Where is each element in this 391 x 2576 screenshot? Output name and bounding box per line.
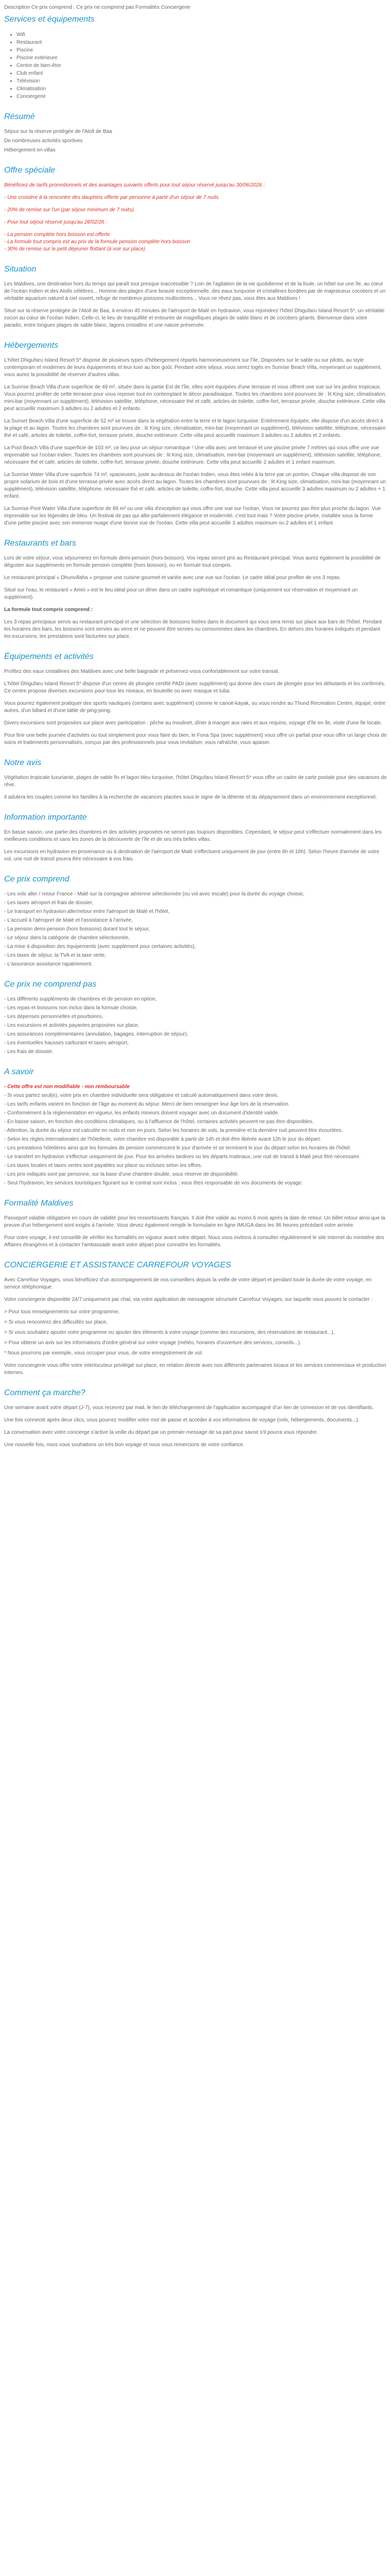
equipement-paragraph: Divers excursions sont proposées sur place avec participation : pêche au moulinet, dîner à manger aux raies et aux requins, voyage d'île en île, visite d'une île locale. (4, 720, 382, 726)
service-item: • Climatisation (17, 85, 387, 93)
commander-paragraph: Une semaine avant votre départ (J-7), vous recevrez par mail, le lien de téléchargement de l'application accompagné d'un lien de connexion et de vos identifiants. (4, 1405, 374, 1411)
list-item: - Les tarifs enfants varient en fonction de l'âge au moment du séjour. Merci de bien renseigner leur âge lors de la réservation. (4, 1101, 290, 1107)
intro-line: Description Ce prix comprend : Ce prix ne comprend pas Formalités Conciergerie (4, 5, 190, 10)
list-item: - Le transfert en hydravion s'effectue uniquement de jour. Pour les arrivées tardives ou les départs matinaux, une nuit de transit à Malé peut être nécessaire. (4, 1154, 361, 1160)
services-title: Services et équipements (4, 15, 95, 24)
service-item: • Centre de bien-être (17, 62, 387, 70)
offre-line: - 20% de remise sur l'un (par séjour minimum de 7 nuits). (4, 207, 135, 213)
restaurants-title: Restaurants et bars (4, 539, 76, 548)
services-list (4, 31, 387, 100)
situation-title: Situation (4, 265, 37, 274)
info-importante-title: Information importante (4, 813, 87, 822)
a-savoir-title: A savoir (4, 1067, 34, 1076)
list-item: - Les assurances complémentaires (annulation, bagages, interruption de séjour), (4, 1031, 188, 1037)
list-item: > Si vous rencontrez des difficultés sur place, (4, 1319, 108, 1325)
list-item: - Les taxes aéroport et frais de dossier, (4, 900, 93, 906)
restaurant-paragraph: Les 3 repas principaux servis au restaurant principal et une sélection de boissons listées dans le document qui vous sera remis sur place aux bars de l'hôtel. Pendant les horaires des bars, les boissons sont servies au verre et ne peuvent être servies ou consommées dans les chambres. En dehors des horaires indiqués et pendant les excursions, les prestations sont facturées sur place. (4, 619, 382, 639)
prix-ne-comprend-list (4, 996, 387, 1056)
service-item: • Wifi (17, 31, 387, 39)
commander-paragraph: Une nouvelle fois, nous vous souhaitons un très bon voyage et nous vous remercions de votre confiance. (4, 1442, 245, 1448)
list-item: - Attention, la durée du séjour est calculée en nuits et non en jours. Selon les horaires de vols, la première et la dernière nuit peuvent être écourtées. (4, 1128, 343, 1133)
service-item: • Club enfant (17, 70, 387, 77)
list-item: - Les dépenses personnelles et pourboires, (4, 1014, 103, 1020)
offre-line: - 30% de remise sur le petit déjeuner flottant (à voir sur place) (4, 246, 145, 252)
avis-paragraph: Végétation tropicale luxuriante, plages de sable fin et lagon bleu turquoise, l'hôtel Dhigufaru Island Resort 5* vous offre un cadre de carte postale pour des vacances de rêve. (4, 775, 387, 788)
non-refundable-notice: - Cette offre est non modifiable - non remboursable (4, 1084, 130, 1090)
hebergement-paragraph: La Sunrise Pool Water Villa d'une superficie de 89 m² ou une villa d'exception qui vous offre une vue sur l'océan. Vous ne pourrez pas être plus proche du lagon. Vue imprenable sur les légendes de bleu. Un festival de pas qui allie parfaitement élégance et modernité, c'est tout mais ? Votre piscine privée, installée sous la forme d'une petite piscine avec son immense nuage d'une bonne vue de l'océan. Cette villa peut accueillir 3 adultes maximum ou 2 adultes et 1 enfant. (4, 506, 381, 526)
equipement-paragraph: Pour finir une belle journée d'activités ou tout simplement pour vous faire du bien, le Fona Spa (avec supplément) vous offre un parfait pour vous offrir un large choix de soins et traitements personnalisés, conçus par des professionnels pour vous revitaliser, vous rafraîchir, vous apaiser. (4, 733, 387, 745)
list-item: - En basse saison, en fonction des conditions climatiques, ou à l'affluence de l'hôtel, certaines activités peuvent ne pas être disponibles. (4, 1119, 314, 1125)
list-item: - Les frais de dossier. (4, 1049, 54, 1055)
offre-line: - La pension complète hors boisson est offerte (4, 232, 110, 238)
info-paragraph: Les excursions en hydravion en provenance ou à destination de l'aéroport de Malé s'effectuent uniquement de jour (entre 6h et 16h). Selon l'heure d'arrivée de votre vol, une nuit de transit pourra être nécessaire à vos frais. (4, 849, 380, 862)
offre-line: Bénéficiez de tarifs promotionnels et des avantages suivants offerts pour tout séjour réservé jusqu'au 30/06/2026 : (4, 182, 265, 188)
resume-block (4, 128, 387, 154)
restaurant-paragraph: Situé sur l'eau, le restaurant « Amiri » est le lieu idéal pour un dîner dans un cadre sophistiqué et romantique (uniquement sur réservation et moyennant un supplément). (4, 587, 358, 600)
equipement-paragraph: Profitez des eaux cristallines des Maldives avec une belle baignade et préservez-vous confortablement sur votre transat. (4, 669, 280, 674)
hebergement-paragraph: La Sunrise Beach Villa d'une superficie de 49 m², située dans la partie Est de l'île, elles sont équipées d'une terrasse et vous offrent une vue sur les jardins tropicaux. Vous pourrez profiter de cette terrasse pour vous reposer tout en contemplant le décor paradisiaque. Toutes les chambres sont pourvues de : lit King size, climatisation, mini-bar (moyennant un supplément), télévision satellite, téléphone, nécessaire thé et café, articles de toilette, coffre-fort, terrasse privée, douche extérieure. Cette villa peut accueillir maximum 3 adultes ou 2 adultes et 2 enfants. (4, 384, 387, 412)
conciergerie-title: CONCIERGERIE ET ASSISTANCE CARREFOUR VOYAGES (4, 1261, 232, 1269)
list-item: - Le séjour dans la catégorie de chambre sélectionnée, (4, 935, 130, 941)
avis-paragraph: Il adulera les couples comme les familles à la recherche de vacances placées sous le signe de la détente et du dépaysement dans un environnement exceptionnel. (4, 794, 377, 800)
list-item: > Pour tous renseignements sur votre programme, (4, 1309, 120, 1315)
notre-avis-title: Notre avis (4, 758, 42, 767)
conciergerie-paragraph: Votre conciergerie disponible 24/7 uniquement par chat, via votre application de messagerie sécurisée Carrefour Voyages, sur laquelle vous pouvez le contacter : (4, 1297, 373, 1302)
prix-comprend-title: Ce prix comprend (4, 875, 70, 884)
list-item: - La mise à disposition des équipements (avec supplément pour certaines activités), (4, 944, 196, 950)
list-item: - Les taxes locales et taxes vertes sont payables sur place ou incluses selon les offres. (4, 1163, 202, 1168)
offre-block (4, 182, 387, 253)
conciergerie-paragraph: * Nous pourrons par exemple, vous occuper pour vous, de votre enregistrement de vol. (4, 1350, 203, 1356)
resume-title: Résumé (4, 112, 35, 121)
equipement-paragraph: Vous pourrez également pratiquer des sports nautiques (certains avec supplément) comme le canoë-kayak, ou vous rendre au Thund Recreation Centre, équipé, entre autres, d'un billard et d'une table de ping-pong. (4, 701, 386, 714)
list-item: - Selon les règles internationales de l'hôtellerie, votre chambre est disponible à partir de 14h et doit être libérée avant 12h le jour du départ. (4, 1137, 321, 1142)
conciergerie-paragraph: Votre conciergerie vous offre votre interlocuteur privilégié sur place, en relation directe avec nos différents partenaires locaux et les services commerciaux et production internes. (4, 1363, 386, 1376)
formalites-title: Formalité Maldives (4, 1199, 74, 1208)
service-item: • Piscine extérieure (17, 54, 387, 62)
list-item: - Seul l'hydravion, les services touristiques figurant sur le contrat sont inclus ; vous êtes responsable de vos documents de voyage. (4, 1180, 303, 1186)
list-item: - Si vous partez seul(e), votre prix en chambre individuelle sera obligatoire et calculé automatiquement dans votre devis. (4, 1093, 279, 1098)
info-paragraph: En basse saison, une partie des chambres et des activités proposées ne seront pas toujours disponibles. Cependant, le séjour peut s'effectuer normalement dans les meilleures conditions et sans les zones de la découverte de l'île et de ses très belles villas. (4, 829, 382, 842)
hebergement-paragraph: La Sunset Beach Villa d'une superficie de 52 m² se trouve dans la végétation entre la terre et le lagon turquoise. Entièrement équipée, elle dispose d'un accès direct à la plage et au lagon. Toutes les chambres sont pourvues de : lit King size, climatisation, mini-bar (moyennant un supplément), télévision satellite, téléphone, nécessaire thé et café, articles de toilette, coffre-fort, terrasse privée, douche extérieure. Cette villa peut accueillir maximum 3 adultes ou 2 adultes et 2 enfants. (4, 418, 386, 438)
formalites-paragraph: Passeport valable obligatoire en cours de validité pour les ressortissants français. Il doit être valide au moins 6 mois après la date de retour. Un billet retour ainsi que la preuve d'un hébergement sont exigés à l'arrivée. Vous devez également remplir le formulaire en ligne IMUGA dans les 96 heures précédant votre arrivée. (4, 1215, 385, 1228)
restaurant-paragraph: Lors de votre séjour, vous séjournerez en formule demi-pension (hors boisson). Vos repas seront pris au Restaurant principal. Vous aurez également la possibilité de déguster aux suppléments en formule pension complète (hors boisson), ou en formule tout compris. (4, 555, 381, 568)
list-item: - La pension demi-pension (hors boissons) durant tout le séjour, (4, 926, 150, 932)
service-item: • Restaurant (17, 39, 387, 46)
hebergement-paragraph: La Pool Beach Villa d'une superficie de 103 m², ce lieu pour un séjour romantique ! Une villa avec une terrasse et une piscine privée 7 mètres qui vous offre une vue imprenable sur l'océan Indien. Toutes les chambres sont pourvues de : lit King size, climatisation, mini-bar (moyennant un supplément), télévision satellite, téléphone, nécessaire thé et café, articles de toilette, coffre-fort, terrasse privée, douche extérieure. Cette villa peut accueillir 2 adultes et 1 enfant maximum. (4, 445, 382, 465)
conciergerie-list (4, 1309, 387, 1347)
prix-ne-comprend-title: Ce prix ne comprend pas (4, 980, 96, 989)
offre-title: Offre spéciale (4, 166, 55, 175)
prix-comprend-list (4, 891, 387, 968)
equipement-paragraph: L'hôtel Dhigufaru Island Resort 5* dispose d'un centre de plongée certifié PADI (avec supplément) qui donne des cours de plongée pour les débutants et les confirmés. Ce centre propose diverses excursions pour tous les niveaux, en bouteille ou avec masque et tuba. (4, 681, 386, 694)
restaurant-paragraph: La formule tout compris comprend : (4, 607, 93, 613)
resume-line: De nombreuses activités sportives (4, 138, 83, 144)
list-item: - Les excursions et activités payantes proposées sur place, (4, 1023, 139, 1028)
hebergements-title: Hébergements (4, 341, 58, 350)
list-item: - Conformément à la réglementation en vigueur, les enfants mineurs doivent voyager avec un document d'identité valide. (4, 1110, 280, 1116)
restaurant-paragraph: Le restaurant principal « Dhunvillaha » propose une cuisine gourmet et variée avec une vue sur l'océan. Le cadre idéal pour profiter de vos 3 repas. (4, 575, 341, 581)
offre-line: - La formule tout compris est au prix de la formule pension complète hors boisson (4, 239, 190, 245)
equipements-title: Équipements et activités (4, 652, 94, 661)
service-item: • Conciergerie (17, 93, 387, 100)
service-item: • Piscine (17, 46, 387, 54)
list-item: - Les prix indiqués sont par personne, sur la base d'une chambre double, sous réserve de disponibilité. (4, 1172, 239, 1177)
situation-paragraph: Les Maldives, une destination hors du temps qui paraît tout presque inaccessible ? Loin de l'agitation de la vie quotidienne et de la foule, un hôtel sur une île, au cœur de l'océan Indien et des Atolls célèbres... Homme des plages d'une beauté exceptionnelle, des eaux turquoise et cristallines bordées par de majestueux cocotiers et un véritable aquarium naturel à ciel ouvert, refuge de nombreux poissons multicolores... Vous ne rêvez pas, vous êtes aux Maldives ! (4, 281, 386, 301)
commander-paragraph: La conversation avec votre concierge s'active la veille du départ par un premier message de sa part pour savoir s'il pourra vous répondre. (4, 1430, 318, 1435)
list-item: - L'assurance assistance rapatriement. (4, 961, 93, 967)
offre-line: - Une croisière à la rencontre des dauphins offerte par personne à partir d'un séjour de 7 nuits. (4, 195, 220, 200)
commander-paragraph: Une fois connecté après deux clics, vous pourrez modifier votre mot de passe et accéder à vos informations de voyage (vols, hébergements, documents...). (4, 1417, 360, 1423)
list-item: - Les taxes de séjour, la TVA et la taxe verte, (4, 953, 106, 958)
hebergement-paragraph: La Sunrise Water Villa d'une superficie 74 m², spacieuses, juste au-dessus de l'océan Indien, vous êtes reliés à la terre par un ponton. Chaque villa dispose de son propre solarium de bois et d'une terrasse privée avec accès direct au lagon. Toutes les chambres sont pourvues de : lit King size, climatisation, mini-bar (moyennant un supplément), télévision satellite, téléphone, nécessaire thé et café, articles de toilette, coffre-fort, douche. Cette villa peut accueillir 3 adultes maximum ou 2 adultes + 1 enfant. (4, 472, 386, 499)
service-item: • Télévision (17, 77, 387, 85)
list-item: - Les prestations hôtelières ainsi que les formules de pension commencent le jour d'arrivée et se terminent le jour du départ selon les horaires de l'hôtel. (4, 1145, 351, 1151)
formalites-paragraph: Pour votre voyage, il est conseillé de vérifier les formalités en vigueur avant votre départ. Nous vous invitons à consulter régulièrement le site internet du ministère des Affaires étrangères et à contacter l'ambassade avant votre départ pour connaître les formalités. (4, 1235, 384, 1248)
list-item: - Les repas et boissons non inclus dans la formule choisie, (4, 1005, 138, 1011)
hebergement-paragraph: L'hôtel Dhigufaru Island Resort 5* dispose de plusieurs types d'hébergement répartis harmonieusement sur l'île. Disposées sur le sable ou sur pilotis, au style contemporain et modernes de leurs équipements et leur luxe au bon goût. Pendant votre séjour, vous serez logés en Sunrise Beach Villa, moyennant un supplément, vous aurez la possibilité de réserver d'autres villas. (4, 358, 382, 378)
list-item: - L'accueil à l'aéroport de Malé et l'assistance à l'arrivée, (4, 918, 133, 923)
resume-line: Séjour sur la réserve protégée de l'Atoll de Baa (4, 129, 112, 134)
list-item: - Les vols aller / retour France - Malé sur la compagnie aérienne sélectionnée (ou vol avec escale) pour la durée du voyage choisie, (4, 891, 304, 897)
list-item: - Le transport en hydravion aller/retour entre l'aéroport de Malé et l'hôtel, (4, 909, 170, 914)
list-item: > Pour obtenir un avis sur les informations d'ordre général sur votre voyage (météo, horaires d'ouverture des services, conseils...). (4, 1340, 302, 1346)
conciergerie-paragraph: Avec Carrefour Voyages, vous bénéficiez d'un accompagnement de nos conseillers depuis la veille de votre départ et pendant toute la durée de votre voyage, en service téléphonique. (4, 1277, 372, 1290)
list-item: - Les éventuelles hausses carburant et taxes aéroport, (4, 1040, 129, 1046)
commander-title: Comment ça marche? (4, 1388, 86, 1397)
list-item: > Si vous souhaitez ajouter votre programme ou ajouter des éléments à votre voyage (comme des excursions, des réservations de restaurant...), (4, 1330, 335, 1335)
offre-line: - Pour tout séjour réservé jusqu'au 28/02/26 : (4, 219, 107, 225)
list-item: - Les différents suppléments de chambres et de pension en option, (4, 996, 157, 1002)
situation-paragraph: Situé sur la réserve protégée de l'Atoll de Baa, à environ 45 minutes de l'aéroport de Malé en hydravion, vous rejoindrez l'hôtel Dhigufaru Island Resort 5*, un véritable cocon au cœur de l'océan Indien. Celle-ci, le lieu de tranquillité et entourée de magnifiques plages de sable blanc et de cocotiers géants. Bienvenue dans votre paradis, entre longues plages de sable blanc, lagons cristallins et une nature préservée. (4, 308, 385, 328)
a-savoir-list (4, 1083, 387, 1187)
resume-line: Hébergement en villas (4, 147, 56, 153)
